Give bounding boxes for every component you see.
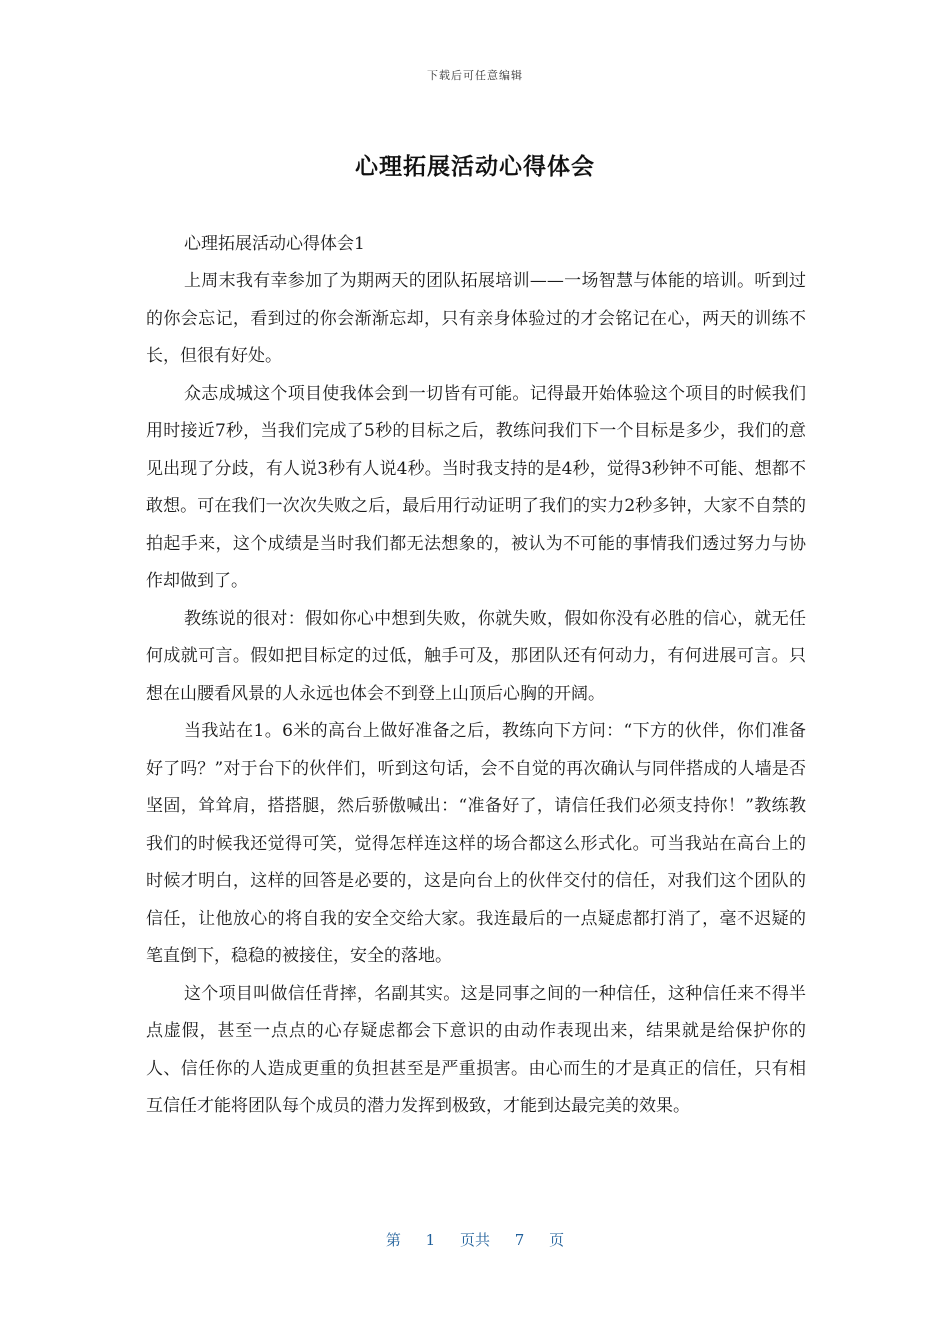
paragraph-2: 众志成城这个项目使我体会到一切皆有可能。记得最开始体验这个项目的时候我们用时接近7秒，当我们完成了5秒的目标之后，教练问我们下一个目标是多少，我们的意见出现了分歧，有人说3秒有人说4秒。当时我支持的是4秒，觉得3秒钟不可能、想都不敢想。可在我们一次次失败之后，最后用行动证明了我们的实力2秒多钟，大家不自禁的拍起手来，这个成绩是当时我们都无法想象的，被认为不可能的事情我们透过努力与协作却做到了。 <box>146 383 806 591</box>
footer-prefix: 第 <box>385 1231 401 1249</box>
paragraph-5: 这个项目叫做信任背摔，名副其实。这是同事之间的一种信任，这种信任来不得半点虚假，甚至一点点的心存疑虑都会下意识的由动作表现出来，结果就是给保护你的人、信任你的人造成更重的负担甚至是严重损害。由心而生的才是真正的信任，只有相互信任才能将团队每个成员的潜力发挥到极致，才能到达最完美的效果。 <box>146 983 806 1116</box>
paragraph-4: 当我站在1。6米的高台上做好准备之后，教练向下方问：“下方的伙伴，你们准备好了吗？”对于台下的伙伴们，听到这句话，会不自觉的再次确认与同伴搭成的人墙是否坚固，耸耸肩，搭搭腿，然后骄傲喊出：“准备好了，请信任我们必须支持你！”教练教我们的时候我还觉得可笑，觉得怎样连这样的场合都这么形式化。可当我站在高台上的时候才明白，这样的回答是必要的，这是向台上的伙伴交付的信任，对我们这个团队的信任，让他放心的将自我的安全交给大家。我连最后的一点疑虑都打消了，毫不迟疑的笔直倒下，稳稳的被接住，安全的落地。 <box>146 721 806 966</box>
footer-suffix: 页 <box>549 1231 565 1249</box>
paragraph-3: 教练说的很对：假如你心中想到失败，你就失败，假如你没有必胜的信心，就无任何成就可言。假如把目标定的过低，触手可及，那团队还有何动力，有何进展可言。只想在山腰看风景的人永远也体会不到登上山顶后心胸的开阔。 <box>146 608 806 704</box>
header-note: 下载后可任意编辑 <box>427 69 523 82</box>
footer-middle: 页共 <box>459 1231 490 1249</box>
paragraph-1: 上周末我有幸参加了为期两天的团队拓展培训——一场智慧与体能的培训。听到过的你会忘记，看到过的你会渐渐忘却，只有亲身体验过的才会铭记在心，两天的训练不长，但很有好处。 <box>146 271 806 366</box>
footer-page-number: 1 <box>425 1231 436 1249</box>
page-footer <box>0 1229 950 1250</box>
document-title: 心理拓展活动心得体会 <box>355 154 595 180</box>
document-body <box>146 226 806 1126</box>
section-subtitle: 心理拓展活动心得体会1 <box>184 234 365 254</box>
footer-total-pages: 7 <box>514 1231 525 1249</box>
